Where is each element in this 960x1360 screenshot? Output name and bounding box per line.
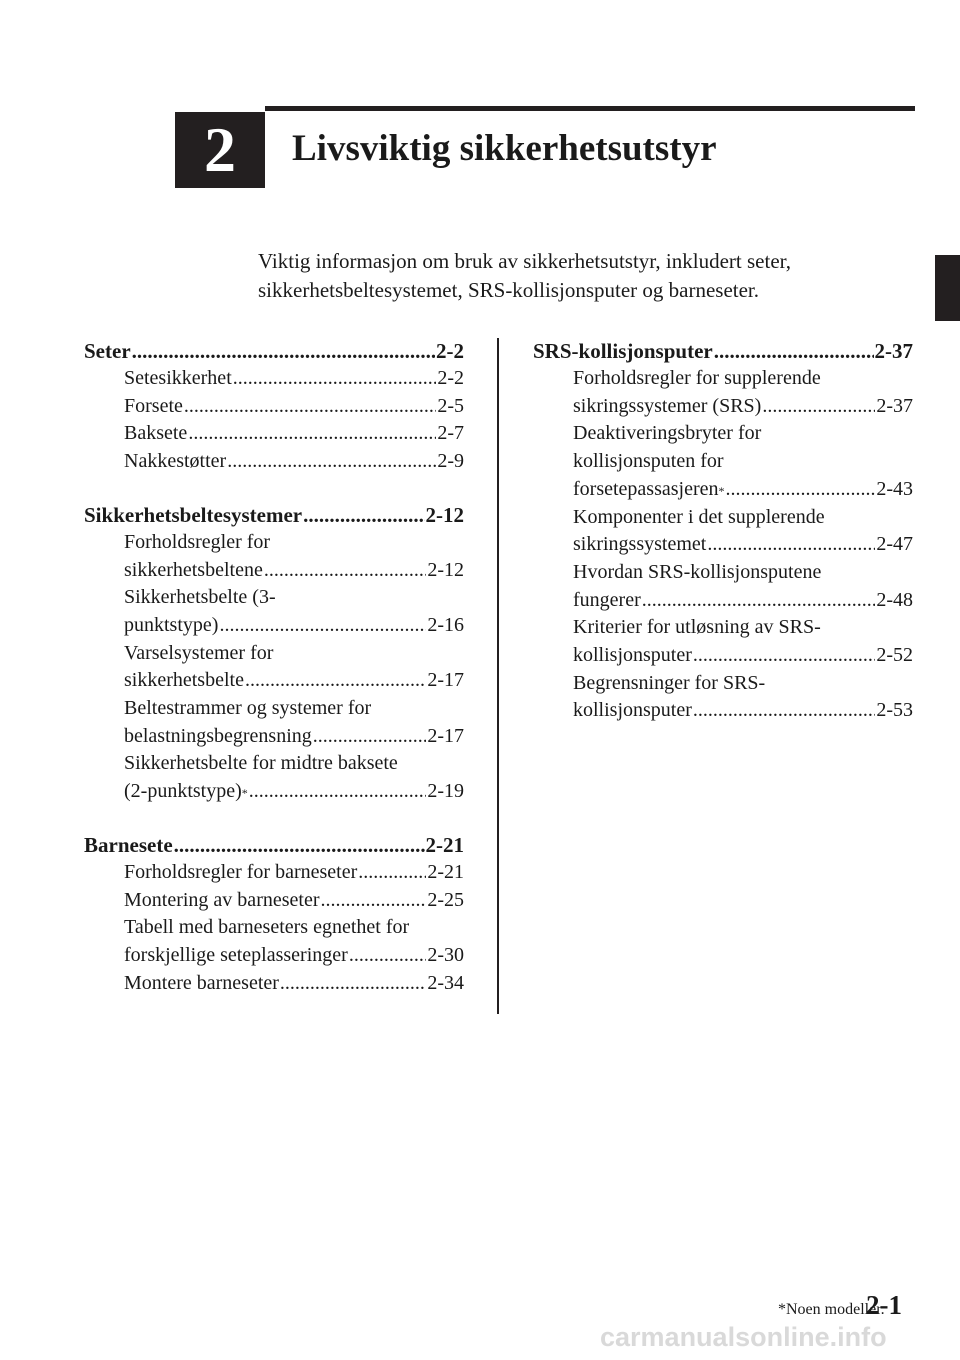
toc-leader-dots [762,393,875,421]
chapter-title: Livsviktig sikkerhetsutstyr [292,128,717,169]
toc-leader-dots [642,587,876,615]
toc-entry-text: fungerer [573,588,641,611]
toc-section [533,337,913,725]
toc-entry-line[interactable] [533,670,913,698]
chapter-side-tab [935,255,960,321]
toc-entry-line[interactable] [84,695,464,723]
toc-entry-page: 2-5 [437,394,464,417]
toc-entry[interactable] [533,393,913,421]
toc-entry-text: kollisjonsputer [573,699,692,722]
intro-line-1: Viktig informasjon om bruk av sikkerhetsutstyr, inkludert seter, [258,249,792,273]
toc-entry-text: Sikkerhetsbelte (3- [124,586,276,609]
chapter-number-box [175,112,265,188]
intro-line-2: sikkerhetsbeltesystemet, SRS-kollisjonsputer og barneseter. [258,278,760,302]
toc-leader-dots [245,667,426,695]
toc-entry-text: Montering av barneseter [124,888,320,911]
toc-entry-page: 2-7 [437,422,464,445]
toc-entry[interactable] [533,531,913,559]
toc-leader-dots [233,365,437,393]
toc-entry-text: Varselsystemer for [124,641,274,664]
title-rule [265,106,915,111]
toc-entry-page: 2-34 [427,971,464,994]
toc-entry-page: 2-25 [427,888,464,911]
page-number: 2-1 [866,1290,902,1320]
toc-entry-line[interactable] [533,365,913,393]
toc-entry-text: sikringssystemer (SRS) [573,394,762,417]
toc-leader-dots [707,531,875,559]
column-divider [497,338,499,1014]
toc-entry-text: Nakkestøtter [124,450,227,473]
toc-section [84,337,464,476]
toc-leader-dots [693,642,875,670]
toc-entry-text: Hvordan SRS-kollisjonsputene [573,560,822,583]
toc-entry-line[interactable] [84,750,464,778]
toc-entry-text: sikringssystemet [573,533,707,556]
toc-leader-dots [249,778,427,806]
toc-entry-page: 2-47 [876,533,913,556]
toc-entry-page: 2-21 [427,860,464,883]
toc-entry-text: kollisjonsputer [573,644,692,667]
toc-entry-page: 2-2 [437,367,464,389]
toc-section-page: 2-2 [436,339,464,363]
toc-entry-text: Setesikkerhet [124,367,232,389]
toc-entry[interactable] [84,365,464,393]
toc-right-column [533,337,913,750]
toc-entry-text: belastningsbegrensning [124,724,312,747]
toc-entry-page: 2-17 [427,669,464,692]
toc-entry-text: (2-punktstype) [124,780,242,803]
toc-section [84,501,464,806]
toc-entry[interactable]: (2-punktstype) * ..... 2-19 [84,778,464,806]
toc-entry-text: Deaktiveringsbryter for [573,422,762,445]
toc-entry[interactable] [84,420,464,448]
toc-section-heading[interactable] [533,337,913,365]
toc-leader-dots [174,831,425,859]
toc-section [84,831,464,998]
toc-entry-text: Komponenter i det supplerende [573,505,825,528]
toc-entry-page: 2-43 [876,477,913,500]
toc-entry-page: 2-17 [427,724,464,747]
toc-entry[interactable] [533,642,913,670]
toc-leader-dots [320,887,426,915]
toc-entry-line[interactable] [533,559,913,587]
toc-entry-line[interactable] [84,640,464,668]
toc-section-page: 2-12 [425,502,464,527]
toc-entry-line[interactable] [533,504,913,532]
toc-entry[interactable] [84,557,464,585]
toc-leader-dots [313,723,427,751]
toc-entry-line[interactable] [84,914,464,942]
toc-entry-page: 2-53 [876,699,913,722]
toc-entry-text: forsetepassasjeren [573,477,719,500]
chapter-number: 2 [204,114,236,185]
toc-leader-dots [184,393,436,421]
toc-entry-text: Tabell med barneseters egnethet for [124,916,410,939]
toc-entry[interactable] [84,612,464,640]
toc-entry-text: Montere barneseter [124,971,279,994]
toc-leader-dots [264,557,426,585]
toc-leader-dots [349,942,427,970]
toc-section-heading[interactable] [84,501,464,529]
toc-entry-text: Forsete [124,394,183,417]
toc-entry-text: punktstype) [124,613,219,636]
toc-entry-line[interactable] [533,614,913,642]
toc-entry-text: Sikkerhetsbelte for midtre baksete [124,752,398,775]
toc-leader-dots [132,337,435,365]
toc-section-title: Seter [84,339,131,363]
toc-entry[interactable]: forsetepassasjeren * ..... 2-43 [533,476,913,504]
toc-leader-dots [358,859,426,887]
toc-leader-dots [227,448,436,476]
toc-entry-text: Begrensninger for SRS- [573,671,766,694]
toc-entry[interactable] [84,723,464,751]
toc-entry-page: 2-48 [876,588,913,611]
toc-entry-page: 2-30 [427,943,464,966]
toc-entry-text: Forholdsregler for barneseter [124,860,358,883]
toc-leader-dots [280,970,426,998]
toc-entry-page: 2-52 [876,644,913,667]
toc-entry[interactable] [84,448,464,476]
toc-entry-line[interactable] [533,420,913,448]
toc-leader-dots [188,420,436,448]
toc-section-heading[interactable] [84,337,464,365]
toc-entry-text: Forholdsregler for supplerende [573,367,821,389]
toc-entry-text: Kriterier for utløsning av SRS- [573,616,821,639]
toc-entry-page: 2-16 [427,613,464,636]
toc-entry-page: 2-12 [427,558,464,581]
toc-entry-page: 2-19 [427,780,464,803]
toc-leader-dots [714,337,874,365]
toc-entry-text: forskjellige seteplasseringer [124,943,348,966]
toc-section-page: 2-37 [874,339,913,363]
toc-entry-line[interactable] [84,584,464,612]
toc-entry-page: 2-37 [876,394,913,417]
toc-entry[interactable] [84,393,464,421]
toc-entry[interactable] [84,887,464,915]
toc-entry-text: Beltestrammer og systemer for [124,697,372,720]
toc-leader-dots [693,697,875,725]
chapter-intro [258,247,898,305]
toc-leader-dots [726,476,876,504]
toc-entry[interactable] [84,859,464,887]
toc-section-page: 2-21 [425,832,464,857]
watermark: carmanualsonline.info [600,1322,887,1352]
toc-entry[interactable] [84,942,464,970]
toc-entry[interactable] [84,667,464,695]
toc-section-title: SRS-kollisjonsputer [533,339,713,363]
toc-entry-text: Forholdsregler for [124,530,271,553]
toc-entry-text: sikkerhetsbeltene [124,558,263,581]
toc-entry[interactable] [533,587,913,615]
toc-entry-page: 2-9 [437,450,464,473]
toc-entry[interactable] [533,697,913,725]
toc-entry-line[interactable] [84,529,464,557]
toc-entry-text: kollisjonsputen for [573,450,724,473]
toc-leader-dots [303,501,424,529]
toc-left-column [84,337,464,1022]
toc-section-heading[interactable] [84,831,464,859]
toc-entry-text: sikkerhetsbelte [124,669,244,692]
toc-section-title: Sikkerhetsbeltesystemer [84,502,303,527]
toc-leader-dots [219,612,426,640]
toc-entry[interactable] [84,970,464,998]
footnote: *Noen modeller. [778,1301,885,1318]
toc-section-title: Barnesete [84,832,173,857]
toc-entry-text: Baksete [124,422,188,445]
toc-entry-line[interactable] [533,448,913,476]
